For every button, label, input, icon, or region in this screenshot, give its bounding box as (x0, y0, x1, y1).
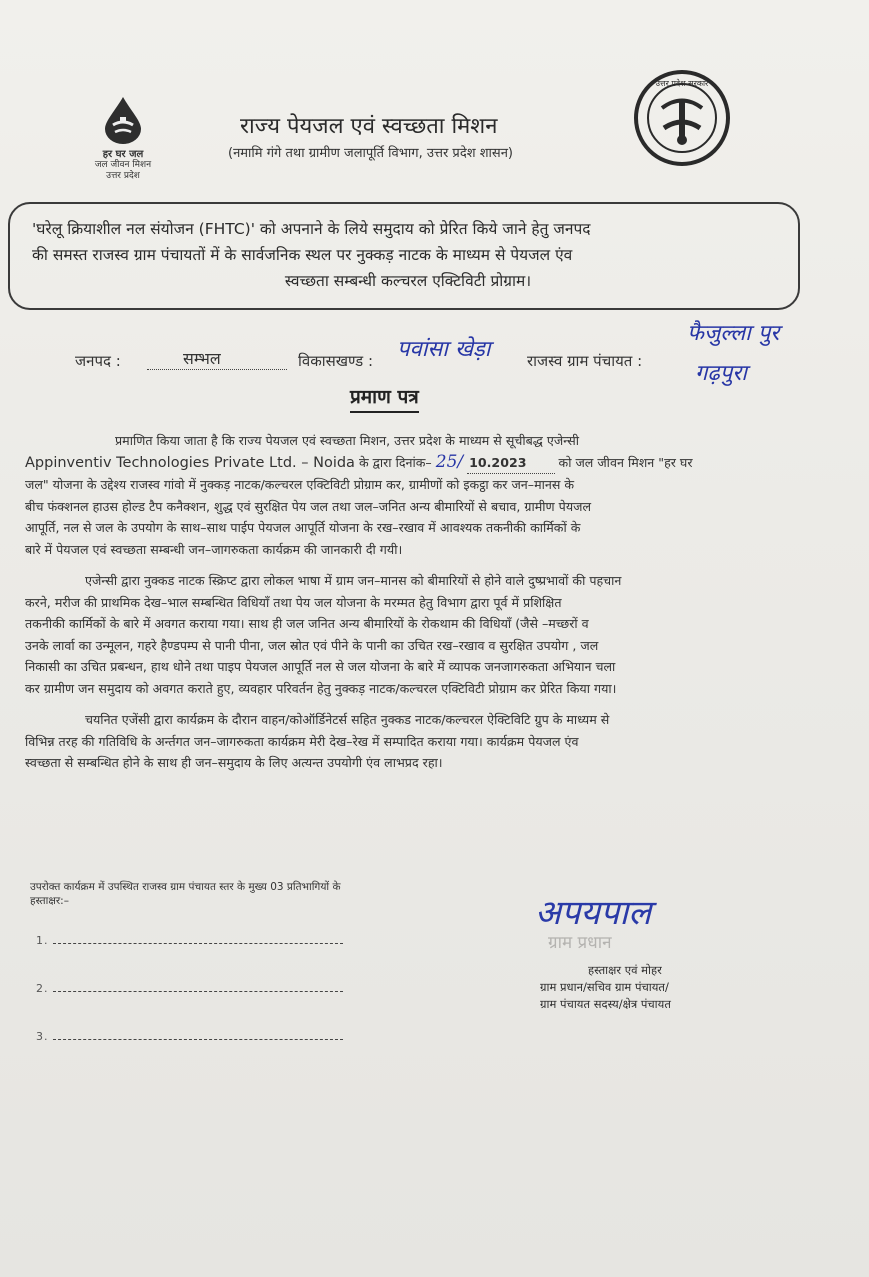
panchayat-value-2: गढ़पुरा (695, 361, 747, 386)
p1-line-4: बीच फंक्शनल हाउस होल्ड टैप कनैक्शन, शुद्ध एवं सुरक्षित पेय जल तथा जल–जनित अन्य बीमारियों से बचाव, ग्रामीण पेयजल (25, 498, 592, 514)
water-drop-icon (101, 95, 145, 145)
p2-line-2: करने, मरीज की प्राथमिक देख–भाल सम्बन्धित विधियाँ तथा पेय जल योजना के मरम्मत हेतु विभाग द्वारा पूर्व में प्रशिक्षित (25, 594, 562, 610)
p1-line-2 (25, 452, 805, 475)
mission-subtitle: (नमामि गंगे तथा ग्रामीण जलापूर्ति विभाग, उत्तर प्रदेश शासन) (228, 146, 513, 161)
logo-caption-2: जल जीवन मिशन (94, 160, 152, 170)
pradhan-signature: अपयपाल (535, 893, 652, 933)
faint-stamp: ग्राम प्रधान (548, 933, 612, 953)
participant-number-3: 3. (36, 1030, 49, 1043)
up-government-seal (632, 68, 732, 168)
location-fields (75, 321, 865, 387)
p1-line-6: बारे में पेयजल एवं स्वच्छता सम्बन्धी जन–जागरुकता कार्यक्रम की जानकारी दी गयी। (25, 541, 403, 557)
participant-signature-2 (53, 991, 343, 992)
program-title-box (8, 202, 800, 310)
p1-line-5: आपूर्ति, नल से जल के उपयोग के साथ–साथ पाईप पेयजल आपूर्ति योजना के रख–रखाव में आवश्यक तकनीकी कार्मिकों के (25, 520, 581, 535)
participant-line-1 (36, 934, 343, 947)
participant-signature-3 (53, 1039, 343, 1040)
block-value: पवांसा खेड़ा (397, 337, 491, 362)
p3-line-2: विभिन्न तरह की गतिविधि के अर्न्तगत जन–जागरुकता कार्यक्रम मेरी देख–रेख में सम्पादित कराया गया। कार्यक्रम पेयजल एंव (25, 733, 579, 749)
logo-caption-3: उत्तर प्रदेश (106, 171, 140, 181)
p1-line-3: जल" योजना के उद्देश्य राजस्व गांवो में नुक्कड़ नाटक/कल्चरल एक्टिविटी प्रोग्राम कर, ग्रामीणों को इकट्ठा कर जन–मानस के (25, 477, 575, 492)
participants-heading-1: उपरोक्त कार्यक्रम में उपस्थित राजस्व ग्राम पंचायत स्तर के मुख्य 03 प्रतिभागियों के (30, 881, 341, 893)
signature-stamp (540, 962, 740, 1013)
p3-line-3: स्वच्छता से सम्बन्धित होने के साथ ही जन–समुदाय के लिए अत्यन्त उपयोगी एंव लाभप्रद रहा। (25, 755, 443, 770)
banner-line-3: स्वच्छता सम्बन्धी कल्चरल एक्टिविटी प्रोग्राम। (284, 272, 532, 290)
panchayat-label: राजस्व ग्राम पंचायत : (527, 352, 643, 370)
participants-heading (30, 880, 480, 908)
p2-line-4: उनके लार्वा का उन्मूलन, गहरे हैण्डपम्प से पानी पीना, जल स्रोत एवं पीने के पानी का उचित रख–रखाव व सुरक्षित उपयोग , जल (25, 637, 599, 653)
participant-number-1: 1. (36, 934, 49, 947)
block-label: विकासखण्ड : (298, 352, 374, 370)
date-value: 10.2023 (467, 452, 554, 475)
participant-signature-1 (53, 943, 343, 944)
stamp-line-2: ग्राम प्रधान/सचिव ग्राम पंचायत/ (540, 980, 669, 994)
jal-jeevan-mission-logo (78, 95, 168, 182)
paragraph-3 (25, 709, 805, 774)
date-handwritten: 25/ (435, 451, 464, 472)
p3-line-1: चयनित एजेंसी द्वारा कार्यक्रम के दौरान वाहन/कोऑर्डिनेटर्स सहित नुक्कड नाटक/कल्चरल ऐक्टिविटि ग्रुप के माध्यम से (85, 712, 610, 727)
certificate-heading: प्रमाण पत्र (350, 383, 419, 413)
participant-line-3 (36, 1030, 343, 1043)
p2-line-6: कर ग्रामीण जन समुदाय को अवगत कराते हुए, व्यवहार परिवर्तन हेतु नुक्कड़ नाटक/कल्चरल एक्टिविटी प्रोग्राम कर प्रेरित किया गया। (25, 680, 617, 696)
district-value: सम्भल (183, 349, 221, 368)
p2-line-3: तकनीकी कार्मिकों के बारे में अवगत कराया गया। साथ ही जल जनित अन्य बीमारियों के रोकथाम की विधियाँ (जैसे –मच्छरों व (25, 616, 589, 631)
panchayat-value-1: फैजुल्ला पुर (687, 321, 780, 346)
agency-name: Appinventiv Technologies Private Ltd. – Noida (25, 454, 355, 471)
p2-line-5: निकासी का उचित प्रबन्धन, हाथ धोने तथा पाइप पेयजल आपूर्ति नल से जल योजना के बारे में व्यापक जनजागरुकता अभियान चला (25, 659, 616, 674)
date-label: के द्वारा दिनांक– (358, 454, 432, 470)
participant-number-2: 2. (36, 982, 49, 995)
paragraph-1 (25, 430, 805, 560)
participant-line-2 (36, 982, 343, 995)
paragraph-2 (25, 570, 805, 699)
logo-caption-1: हर घर जल (102, 149, 144, 160)
participants-heading-2: हस्ताक्षर:– (30, 895, 69, 907)
stamp-line-1: हस्ताक्षर एवं मोहर (588, 963, 662, 977)
banner-line-1: 'घरेलू क्रियाशील नल संयोजन (FHTC)' को अपनाने के लिये समुदाय को प्रेरित किये जाने हेतु जनपद (32, 220, 591, 238)
stamp-line-3: ग्राम पंचायत सदस्य/क्षेत्र पंचायत (540, 997, 671, 1011)
district-value-line (147, 347, 287, 370)
mission-title: राज्य पेयजल एवं स्वच्छता मिशन (240, 114, 498, 139)
district-label: जनपद : (75, 352, 121, 370)
p1-line-1: प्रमाणित किया जाता है कि राज्य पेयजल एवं स्वच्छता मिशन, उत्तर प्रदेश के माध्यम से सूचीबद्ध एजेन्सी (115, 433, 579, 448)
banner-line-2: की समस्त राजस्व ग्राम पंचायतों में के सार्वजनिक स्थल पर नुक्कड़ नाटक के माध्यम से पेयजल एंव (32, 246, 573, 264)
mission-quote: को जल जीवन मिशन "हर घर (558, 454, 693, 470)
p2-line-1: एजेन्सी द्वारा नुक्कड नाटक स्क्रिप्ट द्वारा लोकल भाषा में ग्राम जन–मानस को बीमारियों से होने वाले दुष्प्रभावों की पहचान (85, 573, 622, 588)
seal-text: उत्तर प्रदेश सरकार (655, 79, 709, 88)
